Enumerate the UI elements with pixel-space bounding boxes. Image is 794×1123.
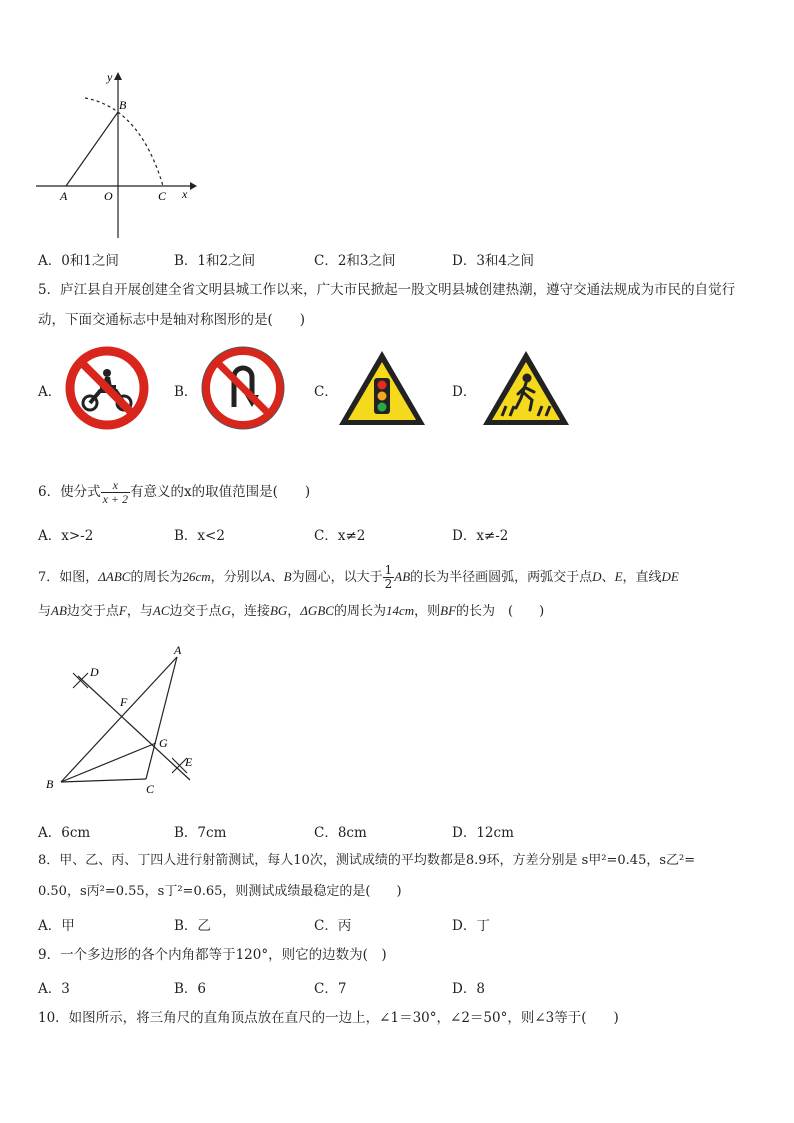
q7-math: DE	[661, 569, 679, 584]
q7-text: 为圆心，以大于	[291, 570, 383, 585]
q8-option-a: A．甲	[38, 918, 75, 934]
label-b: B	[119, 98, 127, 112]
q8-option-c: C．丙	[314, 918, 352, 934]
q7-text: 边交于点	[66, 604, 119, 619]
q7-fraction-denominator: 2	[384, 577, 393, 591]
q8-text-line2: 0.50，s丙²=0.55，s丁²=0.65，则测试成绩最稳定的是( )	[38, 884, 402, 899]
segment-ab	[66, 112, 118, 186]
q4-option-b: B．1和2之间	[174, 253, 256, 269]
q7-math: F	[118, 603, 127, 618]
no-u-turn-sign-icon	[200, 345, 286, 431]
q7-text: 的长为半径画圆弧，两弧交于点	[410, 570, 593, 585]
q7-text: ，则	[414, 604, 441, 619]
label-a: A	[174, 643, 182, 657]
q6-fraction-numerator: x	[101, 479, 130, 493]
q7-text-line1	[38, 564, 679, 591]
q9-option-d: D．8	[452, 981, 485, 997]
triangle-figure	[38, 636, 208, 800]
q6-option-b: B．x<2	[174, 528, 225, 544]
label-b: B	[46, 777, 54, 791]
q7-text: 、	[270, 570, 284, 585]
q7-option-d: D．12cm	[452, 825, 514, 841]
q7-fraction	[383, 564, 395, 591]
q8-text-line1: 8．甲、乙、丙、丁四人进行射箭测试，每人10次，测试成绩的平均数都是8.9环，方差分别是 s甲²=0.45，s乙²=	[38, 853, 696, 868]
q5-option-a-letter: A．	[38, 384, 62, 400]
q6-text-line	[38, 479, 310, 506]
q4-option-c: C．2和3之间	[314, 253, 396, 269]
q7-math: AC	[152, 603, 170, 618]
label-d: D	[90, 665, 99, 679]
q7-text: 、	[601, 570, 615, 585]
q6-option-c: C．x≠2	[314, 528, 366, 544]
q5-option-c-letter: C．	[314, 384, 338, 400]
q7-fraction-numerator: 1	[384, 563, 393, 577]
q7-option-a: A．6cm	[38, 825, 91, 841]
q8-option-d: D．丁	[452, 918, 490, 934]
q7-text: ，	[287, 604, 301, 619]
q5-option-b-letter: B．	[174, 384, 198, 400]
pedestrian-crossing-warning-sign-icon	[480, 348, 572, 428]
q9-option-c: C．7	[314, 981, 347, 997]
label-e: E	[185, 755, 193, 769]
q7-math: G	[221, 603, 231, 618]
q7-text: ，直线	[622, 570, 662, 585]
label-x: x	[182, 187, 188, 201]
y-axis-arrow	[114, 72, 122, 80]
q7-math: 26cm	[182, 569, 211, 584]
q7-math: A	[262, 569, 271, 584]
traffic-light-warning-sign-icon	[336, 348, 428, 428]
q5-text-line1: 5．庐江县自开展创建全省文明县城工作以来，广大市民掀起一股文明县城创建热潮，遵守交通法规成为市民的自觉行	[38, 282, 736, 298]
q6-prefix: 6．使分式	[38, 484, 101, 500]
x-axis-arrow	[190, 182, 197, 190]
q7-math: ΔABC	[98, 569, 131, 584]
q7-math: AB	[51, 603, 67, 618]
q7-text: 的长为 ( )	[456, 604, 545, 619]
q6-option-d: D．x≠-2	[452, 528, 509, 544]
q7-math: BF	[440, 603, 457, 618]
q4-option-d: D．3和4之间	[452, 253, 535, 269]
q5-option-d-letter: D．	[452, 384, 477, 400]
q7-text: 边交于点	[169, 604, 222, 619]
q8-option-b: B．乙	[174, 918, 211, 934]
label-o: O	[104, 189, 113, 203]
q9-option-a: A．3	[38, 981, 70, 997]
coordinate-figure	[30, 68, 200, 240]
q7-text-line2	[38, 602, 544, 621]
q7-option-b: B．7cm	[174, 825, 227, 841]
q7-math: 14cm	[385, 603, 415, 618]
q7-math: D	[592, 569, 602, 584]
label-c: C	[158, 189, 167, 203]
q7-math: BG	[269, 603, 288, 618]
arc-mark-d	[73, 673, 88, 688]
segment-bg	[61, 743, 156, 782]
q9-option-b: B．6	[174, 981, 207, 997]
q7-text: 的周长为	[130, 570, 183, 585]
label-y: y	[107, 70, 113, 84]
q7-option-c: C．8cm	[314, 825, 367, 841]
q7-text: 7．如图，	[38, 570, 99, 585]
q7-text: ，连接	[230, 604, 270, 619]
label-g: G	[159, 736, 168, 750]
q6-suffix: 有意义的x的取值范围是( )	[130, 484, 311, 500]
no-motorcycle-sign-icon	[64, 345, 150, 431]
q7-math: AB	[394, 569, 411, 584]
q7-math: ΔGBC	[300, 603, 334, 618]
q7-text: 与	[38, 604, 52, 619]
label-a: A	[60, 189, 68, 203]
label-f: F	[120, 695, 128, 709]
q5-text-line2: 动，下面交通标志中是轴对称图形的是( )	[38, 312, 306, 328]
q6-fraction-denominator: x + 2	[102, 492, 129, 506]
segment-bc	[61, 779, 146, 782]
q7-text: ，分别以	[210, 570, 263, 585]
q7-text: ，与	[126, 604, 153, 619]
q6-option-a: A．x>-2	[38, 528, 94, 544]
q10-text-line1: 10．如图所示，将三角尺的直角顶点放在直尺的一边上，∠1＝30°，∠2＝50°，则∠3等于( )	[38, 1010, 619, 1026]
q6-fraction	[101, 479, 130, 506]
q9-text-line1: 9．一个多边形的各个内角都等于120°，则它的边数为( )	[38, 947, 387, 963]
segment-ac	[146, 657, 177, 779]
q7-text: 的周长为	[333, 604, 386, 619]
q7-math: E	[614, 569, 623, 584]
q7-math: B	[283, 569, 292, 584]
label-c: C	[146, 782, 155, 796]
q4-option-a: A．0和1之间	[38, 253, 119, 269]
line-de	[78, 676, 190, 780]
